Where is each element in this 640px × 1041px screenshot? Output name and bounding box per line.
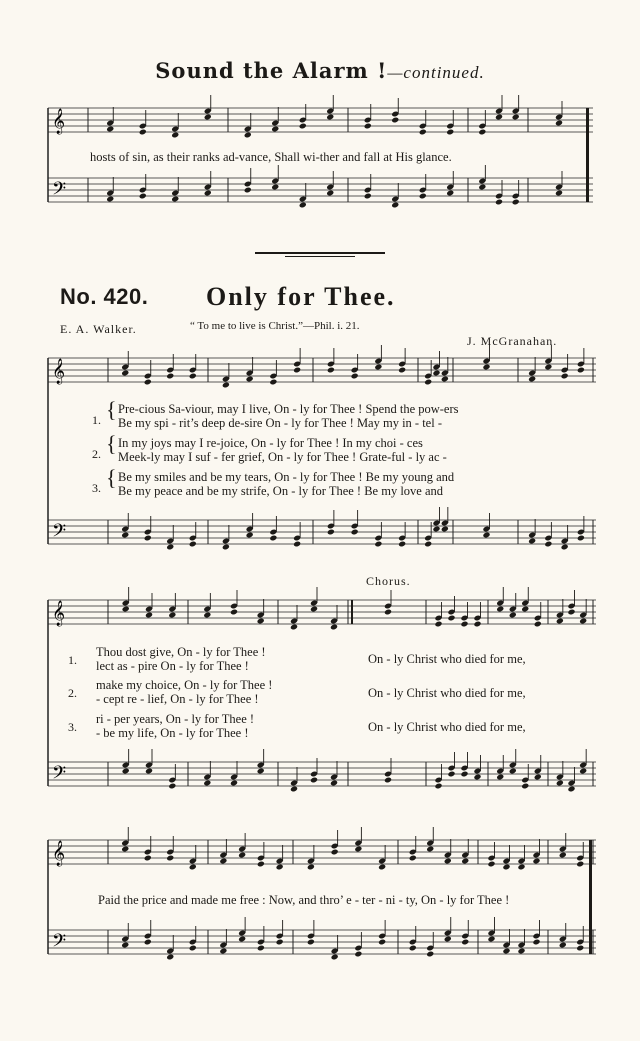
lyric-line: hosts of sin, as their ranks ad-vance, Shall wi-ther and fall at His glance. [90, 150, 452, 164]
final-lyric-line: Paid the price and made me free : Now, and thro’ e - ter - ni - ty, On - ly for Thee ! [98, 893, 510, 907]
svg-text:𝄞: 𝄞 [52, 109, 66, 134]
svg-text:𝄢: 𝄢 [52, 521, 67, 546]
chorus-lyric-3: On - ly Christ who died for me, [368, 720, 526, 734]
svg-text:𝄢: 𝄢 [52, 931, 67, 956]
svg-text:𝄢: 𝄢 [52, 179, 67, 204]
hymn-number: No. 420. [60, 284, 149, 309]
section-divider-thin [285, 256, 355, 257]
hymn-title: Only for Thee. [206, 282, 396, 311]
chorus-lyric-1: On - ly Christ who died for me, [368, 652, 526, 666]
svg-text:𝄞: 𝄞 [52, 841, 66, 866]
svg-text:𝄞: 𝄞 [52, 359, 66, 384]
epigraph: “ To me to live is Christ.”—Phil. i. 21. [190, 320, 360, 332]
composer: J. McGranahan. [467, 334, 558, 348]
continued-title: Sound the Alarm !—continued. [155, 58, 485, 83]
chorus-label: Chorus. [366, 574, 411, 588]
author: E. A. Walker. [60, 322, 137, 336]
section-divider [255, 252, 385, 254]
chorus-lyric-2: On - ly Christ who died for me, [368, 686, 526, 700]
svg-text:𝄢: 𝄢 [52, 763, 67, 788]
svg-text:𝄞: 𝄞 [52, 601, 66, 626]
